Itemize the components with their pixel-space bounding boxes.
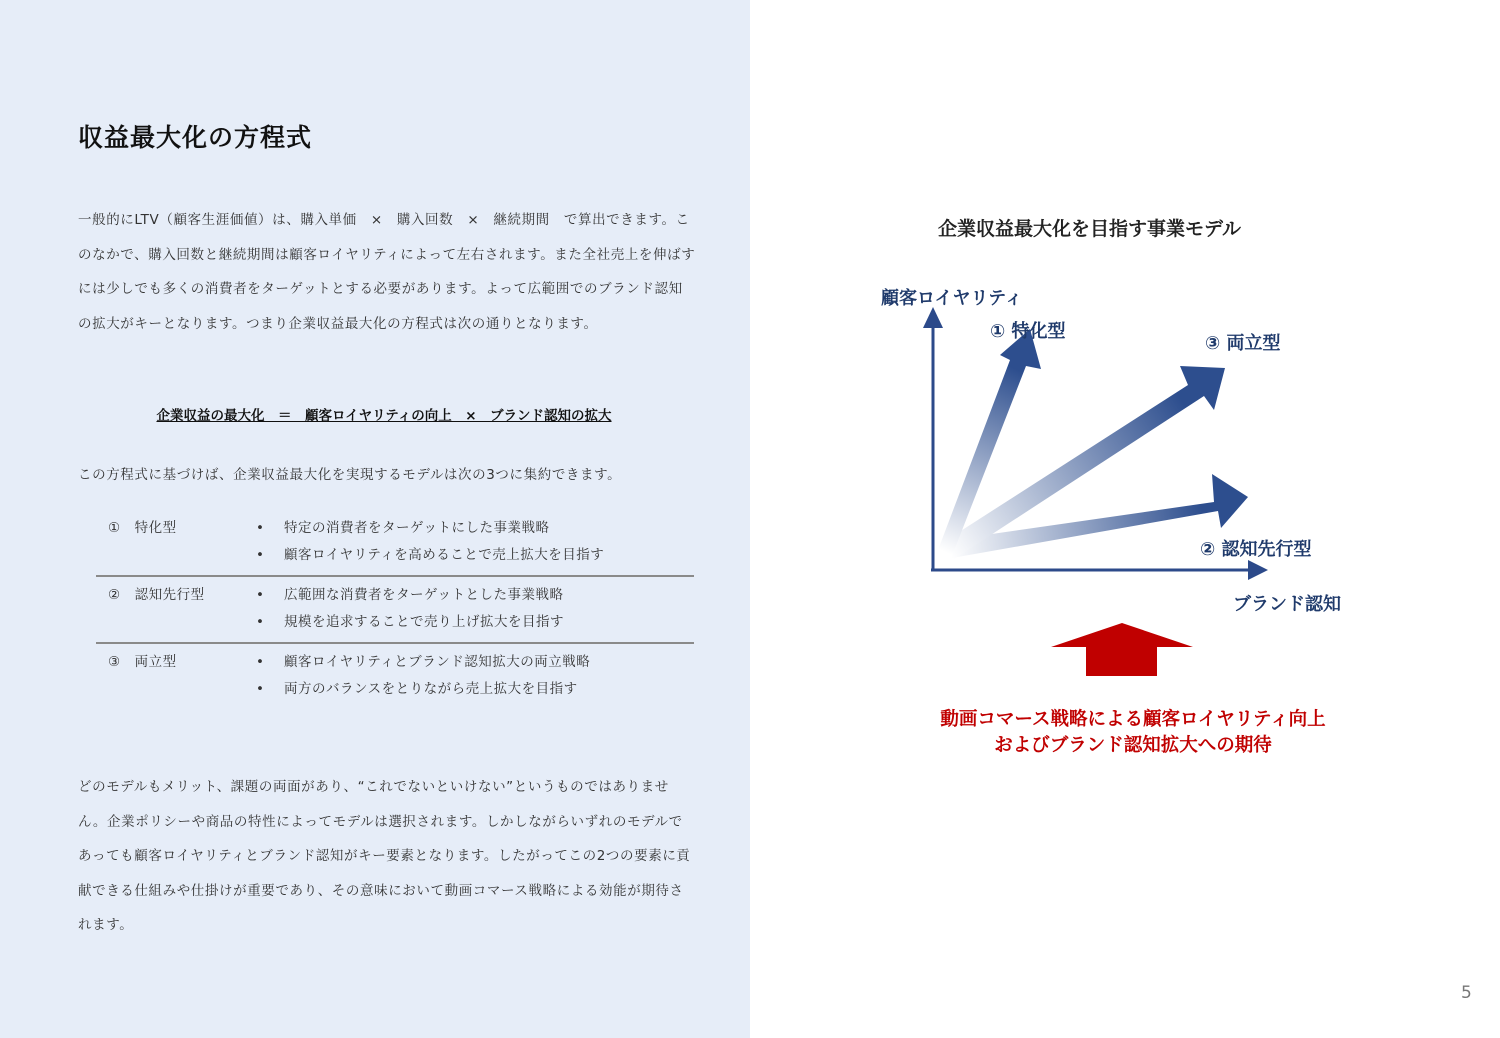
y-axis-arrowhead (923, 307, 943, 328)
model-name: ③ 両立型 (108, 654, 177, 670)
expectation-text (880, 707, 1386, 759)
x-axis-label: ブランド認知 (1233, 594, 1341, 615)
bullet: • (256, 681, 265, 697)
model-point-text: 顧客ロイヤリティとブランド認知拡大の両立戦略 (284, 654, 591, 670)
page-number: 5 (1461, 983, 1472, 1003)
model-label-balanced: ③ 両立型 (1205, 333, 1281, 354)
model-point-text: 広範囲な消費者をターゲットとした事業戦略 (284, 587, 564, 603)
model-name: ② 認知先行型 (108, 587, 205, 603)
page-title: 収益最大化の方程式 (78, 123, 313, 152)
model-label-awareness-first: ② 認知先行型 (1200, 539, 1312, 560)
model-point-text: 特定の消費者をターゲットにした事業戦略 (284, 520, 550, 536)
models-intro: この方程式に基づけば、企業収益最大化を実現するモデルは次の3つに集約できます。 (78, 467, 622, 483)
bullet: • (256, 587, 265, 603)
model-name: ① 特化型 (108, 520, 177, 536)
up-arrow-icon (1051, 623, 1193, 676)
diagram-title: 企業収益最大化を目指す事業モデル (938, 218, 1242, 240)
intro-paragraph: 一般的にLTV（顧客生涯価値）は、購入単価 × 購入回数 × 継続期間 で算出できます。このなかで、購入回数と継続期間は顧客ロイヤリティによって左右されます。また全社売上を伸ばすには少しでも多くの消費者をターゲットとする必要があります。よって広範囲でのブランド認知の拡大がキーとなります。つまり企業収益最大化の方程式は次の通りとなります。 (78, 212, 696, 332)
model-point-text: 規模を追求することで売り上げ拡大を目指す (284, 614, 564, 630)
bullet: • (256, 520, 265, 536)
bullet: • (256, 547, 265, 563)
expectation-line-1: 動画コマース戦略による顧客ロイヤリティ向上 (940, 709, 1326, 730)
equation: 企業収益の最大化 ＝ 顧客ロイヤリティの向上 × ブランド認知の拡大 (156, 408, 612, 424)
expectation-line-2: およびブランド認知拡大への期待 (994, 735, 1272, 756)
model-label-specialized: ① 特化型 (990, 321, 1066, 342)
bullet: • (256, 654, 265, 670)
y-axis-label: 顧客ロイヤリティ (881, 288, 1023, 309)
x-axis-arrowhead (1248, 560, 1268, 580)
model-point-text: 両方のバランスをとりながら売上拡大を目指す (284, 681, 578, 697)
bullet: • (256, 614, 265, 630)
model-point-text: 顧客ロイヤリティを高めることで売上拡大を目指す (284, 547, 605, 563)
conclusion-paragraph: どのモデルもメリット、課題の両面があり、“これでないといけない”というものではありません。企業ポリシーや商品の特性によってモデルは選択されます。しかしながらいずれのモデルであっても顧客ロイヤリティとブランド認知がキー要素となります。したがってこの2つの要素に貢献できる仕組みや仕掛けが重要であり、その意味において動画コマース戦略による効能が期待されます。 (78, 779, 691, 933)
